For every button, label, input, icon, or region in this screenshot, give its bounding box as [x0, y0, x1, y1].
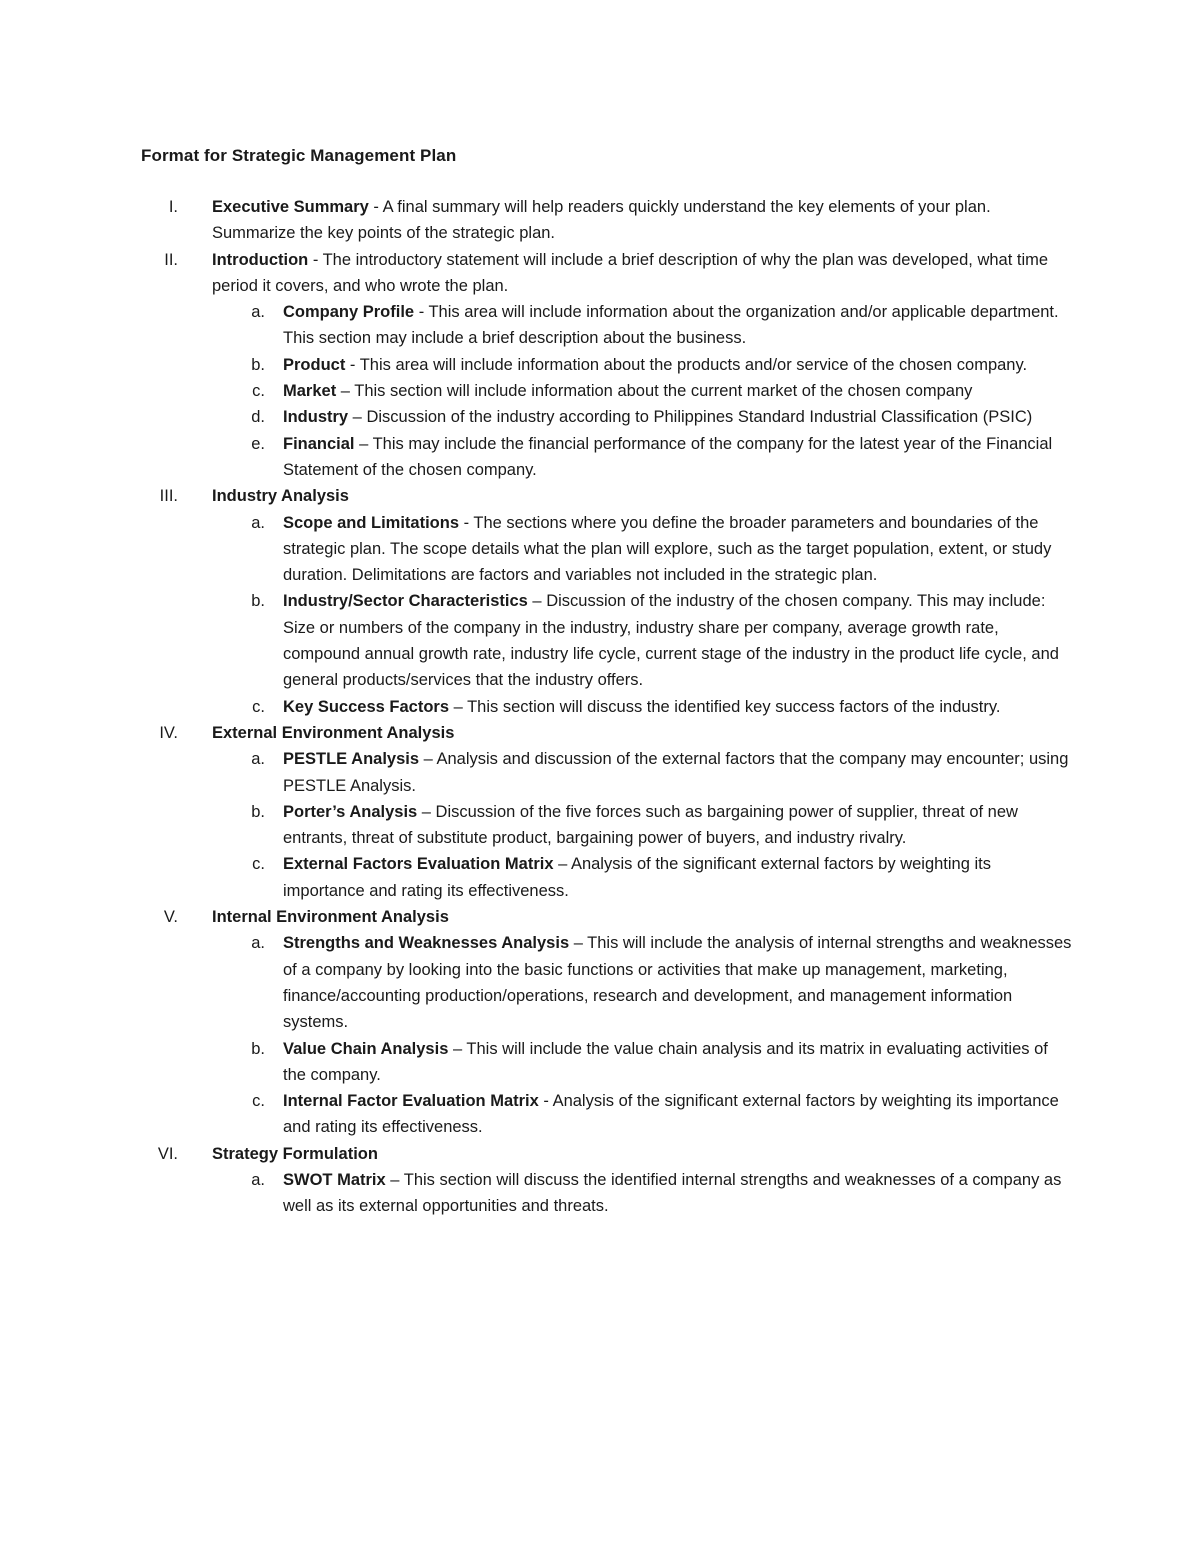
outline-section — [0, 720, 1200, 746]
outline-subitem — [0, 588, 1200, 693]
outline-list — [0, 194, 1200, 1220]
subitem-text: – This section will include information about the current market of the chosen company — [336, 382, 973, 401]
outline-subitem — [0, 299, 1200, 352]
section-text: - The introductory statement will include a brief description of why the plan was developed, what time period it covers, and who wrote the plan. — [212, 250, 1049, 295]
subitem-letter: c. — [252, 382, 265, 401]
subitem-letter: b. — [251, 1039, 265, 1058]
subitem-letter: b. — [251, 355, 265, 374]
subitem-body — [283, 799, 1073, 852]
subitem-letter: c. — [252, 697, 265, 716]
section-body — [212, 1141, 1072, 1167]
section-heading: External Environment Analysis — [212, 723, 455, 742]
subitem-text: – This will include the value chain analysis and its matrix in evaluating activities of the company. — [283, 1039, 1048, 1084]
subitem-letter: b. — [251, 592, 265, 611]
section-heading: Introduction — [212, 250, 309, 269]
outline-subitem — [0, 1036, 1200, 1089]
page-title: Format for Strategic Management Plan — [141, 146, 457, 165]
subitem-text: – Analysis and discussion of the external factors that the company may encounter; using PESTLE Analysis. — [283, 750, 1069, 795]
outline-subitem — [0, 930, 1200, 1035]
outline-subitem — [0, 799, 1200, 852]
section-heading: Executive Summary — [212, 198, 369, 216]
subitem-letter: e. — [251, 434, 265, 453]
section-body — [212, 194, 1072, 247]
outline-subitem — [0, 746, 1200, 799]
section-heading: Internal Environment Analysis — [212, 908, 449, 927]
section-number: II. — [164, 250, 178, 269]
section-text: - A final summary will help readers quickly understand the key elements of your plan. Summarize the key points of the strategic plan. — [212, 198, 991, 243]
subitem-body — [283, 378, 1073, 404]
outline-subitem — [0, 431, 1200, 484]
section-body — [212, 720, 1072, 746]
subitem-letter: a. — [251, 513, 265, 532]
subitem-body — [283, 851, 1073, 904]
outline-subitem — [0, 851, 1200, 904]
section-body — [212, 247, 1072, 300]
outline-section — [0, 194, 1200, 247]
outline-subitem — [0, 694, 1200, 720]
section-number: V. — [163, 908, 178, 927]
subitem-body — [283, 1088, 1073, 1141]
subitem-body — [283, 431, 1073, 484]
subitem-letter: a. — [251, 1170, 265, 1189]
subitem-heading: Financial — [283, 434, 355, 453]
subitem-text: - The sections where you define the broader parameters and boundaries of the strategic plan. The scope details what the plan will explore, such as the target population, extent, or study duration. Delimitations are factors and variables not included in the strategic plan. — [283, 513, 1052, 585]
section-number: I. — [168, 198, 178, 216]
subitem-text: – Discussion of the industry according to Philippines Standard Industrial Classification (PSIC) — [348, 408, 1033, 427]
subitem-heading: External Factors Evaluation Matrix — [283, 855, 554, 874]
subitem-text: – This may include the financial performance of the company for the latest year of the Financial Statement of the chosen company. — [283, 434, 1053, 479]
subitem-heading: Product — [283, 355, 346, 374]
subitem-heading: PESTLE Analysis — [283, 750, 420, 769]
subitem-text: – This section will discuss the identified internal strengths and weaknesses of a company as well as its external opportunities and threats. — [283, 1170, 1062, 1216]
outline-subitem — [0, 1167, 1200, 1220]
subitem-heading: Industry — [283, 408, 349, 427]
subitem-text: - This area will include information about the organization and/or applicable department. This section may include a brief description about the business. — [283, 303, 1059, 348]
subitem-letter: a. — [251, 934, 265, 953]
subitem-heading: Industry/Sector Characteristics — [283, 592, 528, 611]
subitem-body — [283, 299, 1073, 352]
subitem-body — [283, 1036, 1073, 1089]
subitem-text: – Discussion of the industry of the chosen company. This may include: Size or numbers of the company in the industry, industry share per company, average growth rate, compound annual growth rate, industry life cycle, current stage of the industry in the product life cycle, and general products/services that the industry offers. — [283, 592, 1059, 690]
subitem-heading: SWOT Matrix — [283, 1170, 386, 1189]
subitem-text: – This section will discuss the identified key success factors of the industry. — [449, 697, 1001, 716]
subitem-body — [283, 352, 1073, 378]
subitem-heading: Company Profile — [283, 303, 415, 322]
outline-subitem — [0, 404, 1200, 430]
subitem-text: – This will include the analysis of internal strengths and weaknesses of a company by looking into the basic functions or activities that make up management, marketing, finance/accounting production/operations, research and development, and management information systems. — [283, 934, 1072, 1032]
subitem-body — [283, 1167, 1073, 1220]
subitem-letter: a. — [251, 750, 265, 769]
subitem-heading: Internal Factor Evaluation Matrix — [283, 1092, 539, 1111]
section-number: III. — [159, 487, 178, 506]
subitem-letter: c. — [252, 855, 265, 874]
subitem-letter: a. — [251, 303, 265, 322]
section-number: IV. — [159, 723, 178, 742]
subitem-body — [283, 404, 1073, 430]
section-number: VI. — [157, 1144, 178, 1163]
outline-subitem — [0, 378, 1200, 404]
section-body — [212, 483, 1072, 509]
subitem-heading: Scope and Limitations — [283, 513, 460, 532]
subitem-text: - This area will include information about the products and/or service of the chosen company. — [345, 355, 1028, 374]
subitem-heading: Key Success Factors — [283, 697, 450, 716]
subitem-body — [283, 746, 1073, 799]
subitem-body — [283, 588, 1073, 693]
subitem-text: - Analysis of the significant external factors by weighting its importance and rating its effectiveness. — [283, 1092, 1059, 1137]
outline-subitem — [0, 1088, 1200, 1141]
section-heading: Industry Analysis — [212, 487, 349, 506]
subitem-heading: Market — [283, 382, 337, 401]
subitem-letter: d. — [251, 408, 265, 427]
subitem-letter: c. — [252, 1092, 265, 1111]
subitem-letter: b. — [251, 802, 265, 821]
outline-subitem — [0, 352, 1200, 378]
subitem-body — [283, 694, 1073, 720]
outline-subitem — [0, 510, 1200, 589]
subitem-heading: Value Chain Analysis — [283, 1039, 449, 1058]
section-heading: Strategy Formulation — [212, 1144, 378, 1163]
outline-section — [0, 247, 1200, 300]
subitem-heading: Porter’s Analysis — [283, 802, 418, 821]
outline-section — [0, 1141, 1200, 1167]
subitem-text: – Discussion of the five forces such as bargaining power of supplier, threat of new entrants, threat of substitute product, bargaining power of buyers, and industry rivalry. — [283, 802, 1018, 848]
subitem-body — [283, 930, 1073, 1035]
subitem-text: – Analysis of the significant external factors by weighting its importance and rating its effectiveness. — [283, 855, 991, 900]
section-body — [212, 904, 1072, 930]
outline-section — [0, 904, 1200, 930]
subitem-heading: Strengths and Weaknesses Analysis — [283, 934, 570, 953]
outline-section — [0, 483, 1200, 509]
subitem-body — [283, 510, 1073, 589]
